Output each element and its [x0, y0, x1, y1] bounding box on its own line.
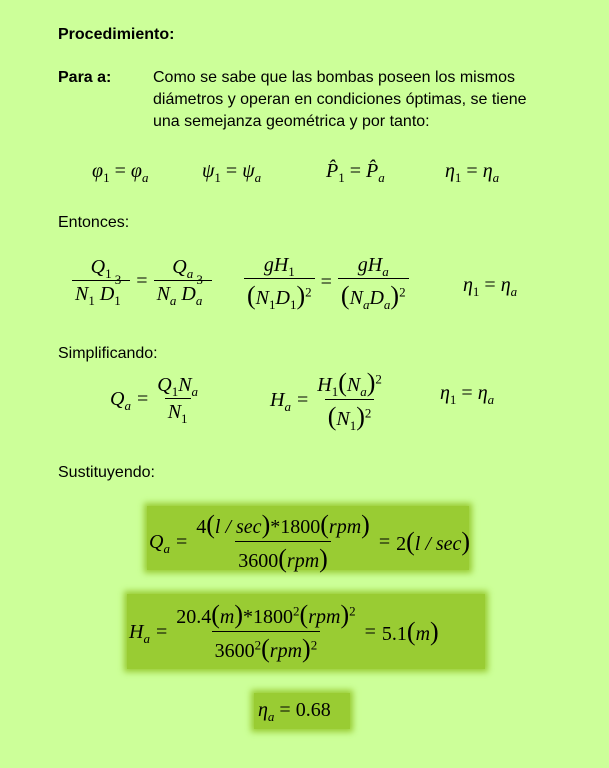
h-result-unit: m [415, 623, 431, 645]
intro-line: diámetros y operan en condiciones óptimas, se tiene [153, 91, 527, 108]
intro-line: una semejanza geométrica y por tanto: [153, 113, 430, 130]
equation-phi: $\varphi_1 = \varphi_a$ [92, 160, 149, 185]
rpm-unit: rpm [328, 516, 362, 538]
label-sustituyendo: Sustituyendo: [58, 464, 155, 481]
equation-power: $P̂_1$ = $P̂_a$ [326, 160, 385, 185]
result-box-qa: $Q_a$ = $\frac{\text{4(l / sec)*1800(rpm)}}{\text{3600(rpm)}}$ = 2(l / sec) [147, 506, 469, 570]
result-box-ha: $H_a$ = $\frac{20.4(m)*1800^2(rpm)^2}{3600^2(rpm)^2}$ = 5.1(m) [127, 594, 485, 669]
n1-rpm: 3600 [214, 640, 255, 662]
eta-result: 0.68 [295, 699, 331, 721]
equation-eta-2: $\eta_1 = \eta_a$ [463, 274, 518, 299]
q-value: 4 [196, 516, 207, 538]
equation-head-coefficient: $\frac{gH_1}{(N_1D_1)^2}$ = $\frac{gH_a}{(N_aD_a)^2}$ [244, 254, 409, 311]
h-value: 20.4 [176, 606, 212, 628]
n1-rpm: 3600 [238, 550, 279, 572]
equation-qa-simplified: $Q_a$ = $\frac{Q_1N_a}{N_1}$ [110, 374, 199, 426]
rpm-unit: rpm [286, 550, 320, 572]
label-simplificando: Simplificando: [58, 345, 158, 362]
q-result-unit: l / sec [414, 533, 462, 555]
part-label: Para a: [58, 69, 112, 86]
q-result: 2 [396, 533, 407, 555]
equation-flow-coefficient: $\frac{Q_1}{N_1 D_1^3}$ = $\frac{Q_a}{N_a D_a^3}$ [72, 256, 212, 306]
intro-paragraph [153, 67, 603, 133]
h-unit: m [219, 606, 235, 628]
na-rpm: 1800 [253, 606, 294, 628]
rpm-unit: rpm [308, 606, 341, 628]
equation-psi: $\psi_1 = \psi_a$ [202, 160, 262, 185]
equation-ha-simplified: $H_a$ = $\frac{H_1(N_a)^2}{(N_1)^2}$ [270, 368, 382, 433]
result-box-eta: $\eta_a = 0.68$ [254, 693, 350, 729]
label-entonces: Entonces: [58, 214, 130, 231]
equation-eta-3: $\eta_1 = \eta_a$ [440, 382, 495, 407]
rpm-unit: rpm [269, 640, 303, 662]
q-unit: l / sec [214, 516, 262, 538]
intro-line: Como se sabe que las bombas poseen los mismos [153, 69, 515, 86]
equation-eta: $\eta_1 = \eta_a$ [445, 160, 500, 185]
h-result: 5.1 [381, 623, 407, 645]
page-title: Procedimiento: [58, 26, 175, 43]
na-rpm: 1800 [280, 516, 321, 538]
